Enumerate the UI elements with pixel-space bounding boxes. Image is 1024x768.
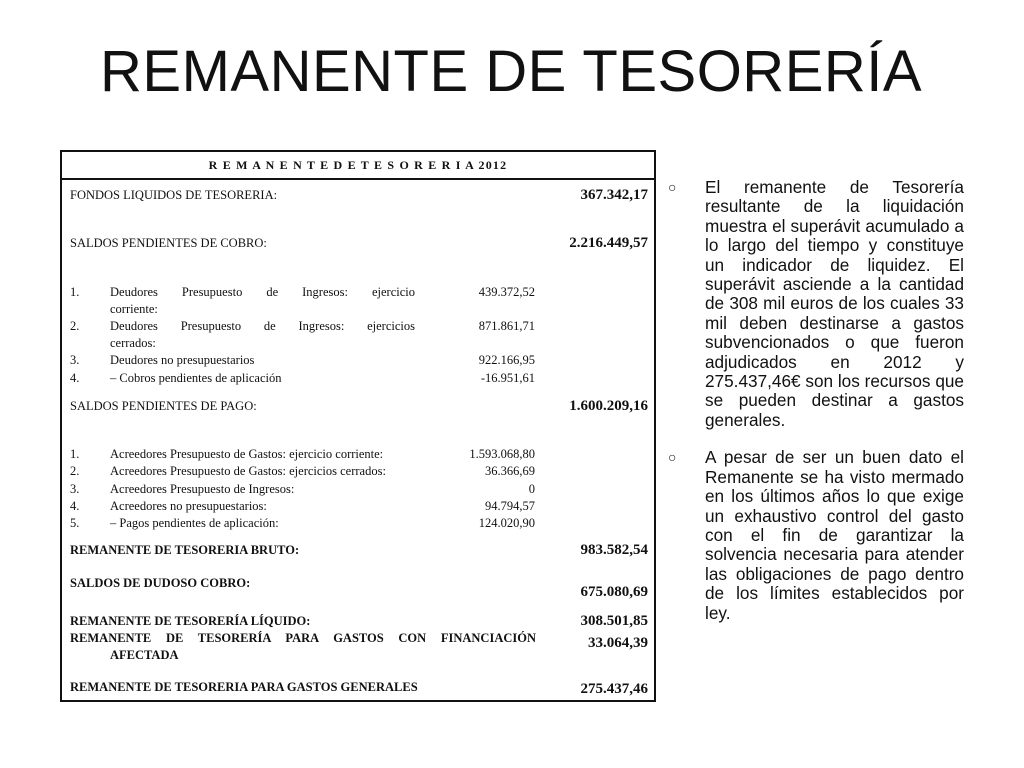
pago-item-1-num: 1. [70,447,80,461]
liquido-value: 308.501,85 [580,613,648,629]
bullet-text: A pesar de ser un buen dato el Remanente se ha visto mermado en los últimos años lo que exige un exhaustivo control del gasto con el fin de garantizar la solvencia necesaria para atender las obligaciones de pago dentro de los límites establecidos por ley. [705,447,964,623]
cobro-item-2-label-cont: cerrados: [110,336,156,350]
pago-item-3-value: 0 [528,482,535,496]
pago-value: 1.600.209,16 [569,398,648,414]
afectada-value: 33.064,39 [588,635,648,651]
pago-item-2-label: Acreedores Presupuesto de Gastos: ejercicios cerrados: [110,464,386,478]
dudoso-value: 675.080,69 [580,584,648,600]
afectada-label-cont: AFECTADA [110,648,179,662]
bullet-text: El remanente de Tesorería resultante de la liquidación muestra el superávit acumulado a lo largo del tiempo y constituye un indicador de liquidez. El superávit asciende a la cantidad de 308 mil euros de los cuales 33 mil deben destinarse a gastos subvencionados o que fueron adjudicados en 2012 y 275.437,46€ son los recursos que se pueden destinar a gastos generales. [705,177,964,430]
pago-item-4-num: 4. [70,499,80,513]
cobro-label: SALDOS PENDIENTES DE COBRO: [70,236,267,250]
fondos-value: 367.342,17 [580,187,648,203]
pago-label: SALDOS PENDIENTES DE PAGO: [70,399,257,413]
liquido-label: REMANENTE DE TESORERÍA LÍQUIDO: [70,614,311,628]
dudoso-label: SALDOS DE DUDOSO COBRO: [70,576,251,590]
pago-item-1-label: Acreedores Presupuesto de Gastos: ejercicio corriente: [110,447,384,461]
cobro-item-4-num: 4. [70,371,80,385]
pago-item-5-label: – Pagos pendientes de aplicación: [110,516,279,530]
pago-item-2-num: 2. [70,464,80,478]
generales-label: REMANENTE DE TESORERIA PARA GASTOS GENERALES [70,680,418,694]
cobro-item-3-value: 922.166,95 [478,353,535,367]
page-title: REMANENTE DE TESORERÍA [100,39,923,104]
bullet-item [668,178,964,430]
fondos-label: FONDOS LIQUIDOS DE TESORERIA: [70,188,278,202]
bullet-list [668,178,964,641]
generales-value: 275.437,46 [580,681,648,697]
cobro-item-4-label: – Cobros pendientes de aplicación [110,371,282,385]
cobro-item-4-value: -16.951,61 [480,371,535,385]
pago-item-4-label: Acreedores no presupuestarios: [110,499,267,513]
pago-item-4-value: 94.794,57 [485,499,535,513]
pago-item-3-label: Acreedores Presupuesto de Ingresos: [110,482,295,496]
bullet-item [668,448,964,623]
pago-item-2-value: 36.366,69 [485,464,535,478]
treasury-table [60,150,656,702]
cobro-item-1-value: 439.372,52 [478,285,535,299]
afectada-label: REMANENTE DE TESORERÍA PARA GASTOS CON FINANCIACIÓN [70,631,536,645]
cobro-item-3-num: 3. [70,353,80,367]
pago-item-5-num: 5. [70,516,80,530]
cobro-value: 2.216.449,57 [569,235,648,251]
cobro-item-2-label: Deudores Presupuesto de Ingresos: ejercicios [110,319,415,333]
bruto-label: REMANENTE DE TESORERIA BRUTO: [70,543,300,557]
bullet-circle-icon: ○ [668,179,677,195]
bruto-value: 983.582,54 [580,542,648,558]
cobro-item-2-num: 2. [70,319,80,333]
pago-item-1-value: 1.593.068,80 [469,447,535,461]
pago-item-5-value: 124.020,90 [478,516,535,530]
cobro-item-1-num: 1. [70,285,80,299]
cobro-item-1-label: Deudores Presupuesto de Ingresos: ejercicio [110,285,415,299]
cobro-item-1-label-cont: corriente: [110,302,158,316]
cobro-item-2-value: 871.861,71 [478,319,535,333]
pago-item-3-num: 3. [70,482,80,496]
table-header: R E M A N E N T E D E T E S O R E R I A 2012 [62,152,654,180]
bullet-circle-icon: ○ [668,449,677,466]
cobro-item-3-label: Deudores no presupuestarios [110,353,255,367]
